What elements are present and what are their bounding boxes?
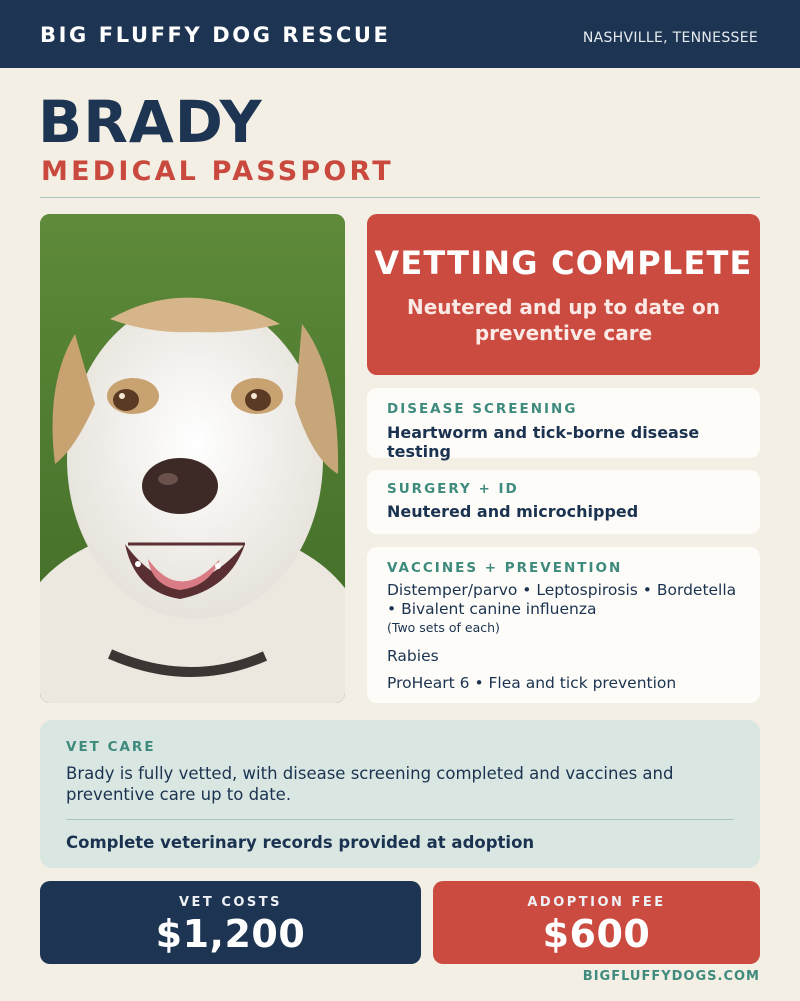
adoption-fee-box <box>433 881 760 964</box>
prevention-item: ProHeart 6 • Flea and tick prevention <box>387 674 677 692</box>
surgery-id-value: Neutered and microchipped <box>387 502 639 521</box>
dog-illustration <box>40 214 345 703</box>
vaccines-label: VACCINES + PREVENTION <box>387 560 623 576</box>
surgery-id-card <box>367 470 760 534</box>
adoption-fee-value: $600 <box>542 912 651 956</box>
dog-name: BRADY <box>38 88 263 156</box>
disease-screening-card <box>367 388 760 461</box>
status-title: VETTING COMPLETE <box>374 244 753 282</box>
vet-costs-box <box>40 881 421 964</box>
vet-care-text: Brady is fully vetted, with disease screening completed and vaccines and preventive care up to date. <box>66 764 674 804</box>
vaccines-card <box>367 547 760 703</box>
vetting-status-banner <box>367 214 760 375</box>
vet-care-panel <box>40 720 760 868</box>
org-name: BIG FLUFFY DOG RESCUE <box>40 23 391 47</box>
disease-screening-value: Heartworm and tick-borne disease testing <box>387 423 700 461</box>
vet-costs-value: $1,200 <box>155 912 306 956</box>
vet-care-divider <box>66 819 734 820</box>
header-bar <box>0 0 800 68</box>
surgery-id-label: SURGERY + ID <box>387 481 519 497</box>
disease-screening-label: DISEASE SCREENING <box>387 401 578 417</box>
document-title: MEDICAL PASSPORT <box>41 156 394 187</box>
website-link[interactable]: BIGFLUFFYDOGS.COM <box>582 969 760 984</box>
vaccines-list: Distemper/parvo • Leptospirosis • Bordetella • Bivalent canine influenza <box>387 581 737 618</box>
adoption-fee-label: ADOPTION FEE <box>527 895 666 910</box>
records-note: Complete veterinary records provided at adoption <box>66 833 535 852</box>
dog-photo <box>40 214 345 703</box>
vet-care-label: VET CARE <box>66 739 156 755</box>
location: NASHVILLE, TENNESSEE <box>582 30 758 46</box>
vet-costs-label: VET COSTS <box>178 895 283 910</box>
status-description: Neutered and up to date on preventive care <box>406 295 721 345</box>
rabies-item: Rabies <box>387 647 439 665</box>
vaccines-note: (Two sets of each) <box>387 620 500 635</box>
title-divider <box>40 197 760 198</box>
